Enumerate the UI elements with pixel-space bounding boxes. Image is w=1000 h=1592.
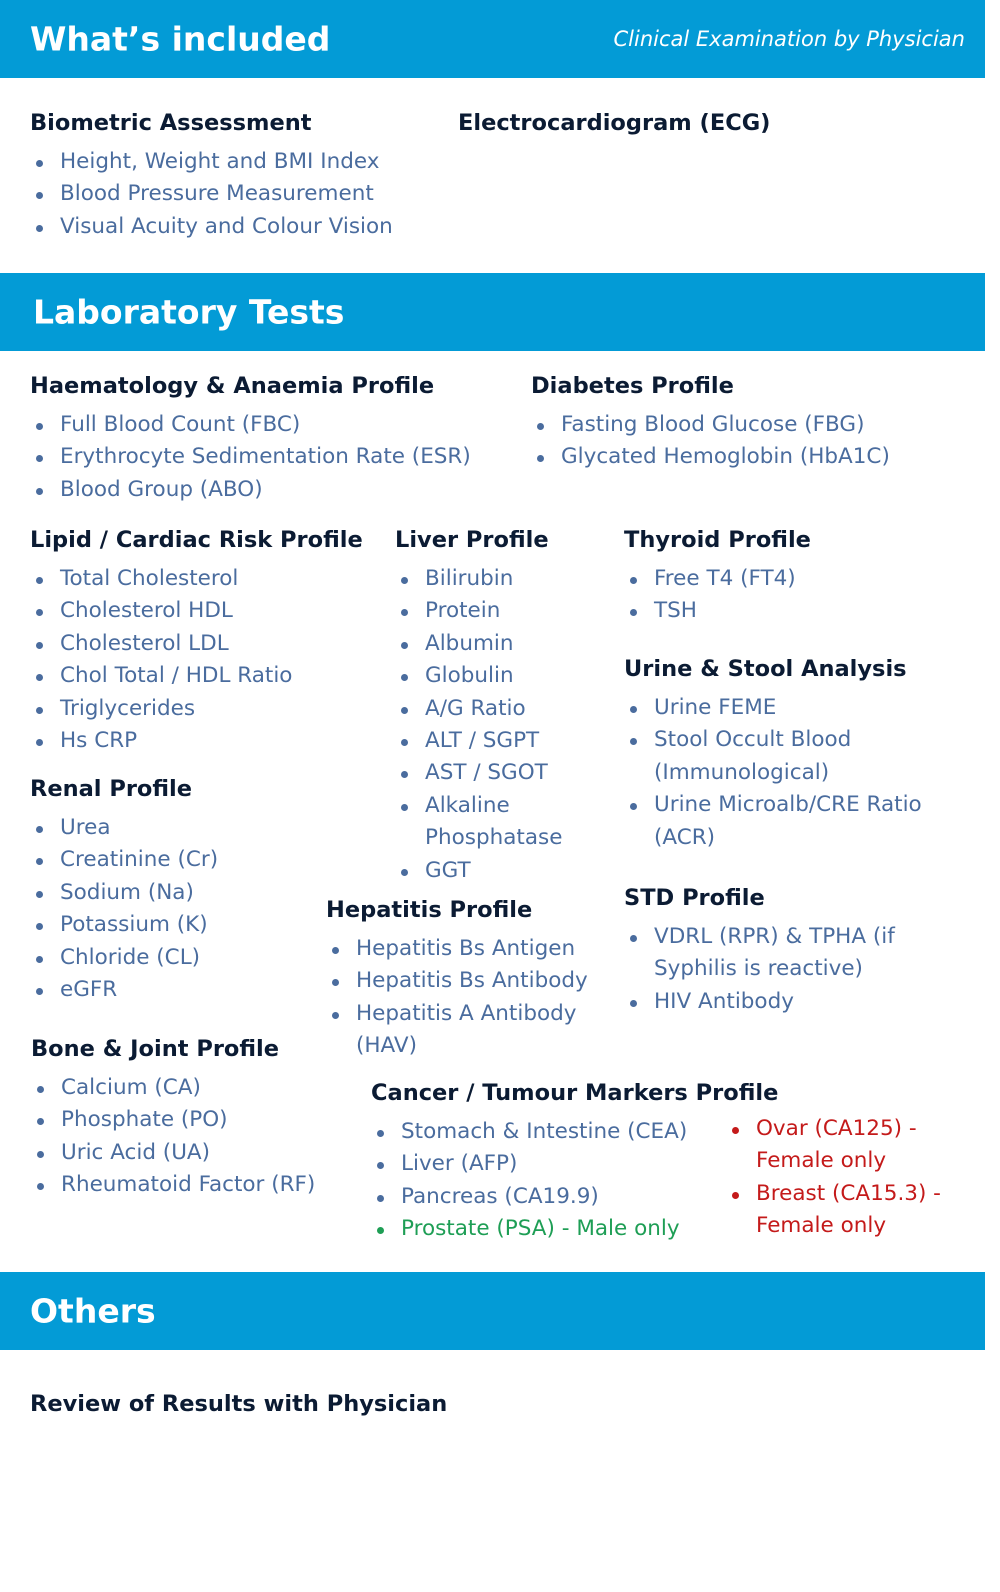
list-item: Urine Microalb/CRE Ratio (ACR) [624,789,964,854]
list-item: Stomach & Intestine (CEA) [371,1116,711,1148]
list-item: Chol Total / HDL Ratio [30,660,370,692]
review-section [30,1389,530,1419]
list-item: Fasting Blood Glucose (FBG) [531,409,951,441]
section-title: Hepatitis Profile [326,897,533,923]
list-item: Phosphate (PO) [31,1104,366,1136]
list-item: Liver (AFP) [371,1148,711,1180]
item-list [624,921,944,1018]
laboratory-band [0,273,985,351]
hepatitis-section [326,895,616,1063]
laboratory-title: Laboratory Tests [33,292,345,332]
list-item: Triglycerides [30,693,370,725]
list-item: Bilirubin [395,563,600,595]
list-item: Stool Occult Blood (Immunological) [624,724,964,789]
list-item: Visual Acuity and Colour Vision [30,211,430,243]
list-item: Full Blood Count (FBC) [30,409,510,441]
list-item: Pancreas (CA19.9) [371,1181,711,1213]
list-item: Potassium (K) [30,909,320,941]
std-section [624,883,944,1018]
section-title: Diabetes Profile [531,373,734,399]
page-subtitle: Clinical Examination by Physician [613,27,965,51]
list-item: ALT / SGPT [395,725,600,757]
item-list [30,812,320,1006]
others-title: Others [30,1291,156,1331]
section-title: Electrocardiogram (ECG) [458,110,771,136]
list-item: Cholesterol HDL [30,595,370,627]
list-item: Blood Group (ABO) [30,474,510,506]
list-item: Hepatitis Bs Antibody [326,965,616,997]
section-title: STD Profile [624,885,765,911]
item-list [30,409,510,506]
list-item: Globulin [395,660,600,692]
item-list [31,1072,366,1202]
haematology-section [30,371,510,506]
male-only-item: Prostate (PSA) - Male only [371,1213,711,1245]
list-item: Hepatitis A Antibody (HAV) [326,998,616,1063]
item-list [624,563,964,628]
item-list [30,563,370,757]
list-item: Protein [395,595,600,627]
review-title: Review of Results with Physician [30,1391,448,1417]
list-item: HIV Antibody [624,986,944,1018]
diabetes-section [531,371,951,474]
page-title: What’s included [30,19,331,59]
list-item: Urine FEME [624,692,964,724]
list-item: Rheumatoid Factor (RF) [31,1169,366,1201]
list-item: Uric Acid (UA) [31,1137,366,1169]
list-item: Total Cholesterol [30,563,370,595]
section-title: Bone & Joint Profile [31,1036,280,1062]
female-only-item: Breast (CA15.3) - Female only [726,1178,966,1243]
list-item: Erythrocyte Sedimentation Rate (ESR) [30,441,510,473]
section-title: Haematology & Anaemia Profile [30,373,435,399]
renal-section [30,774,320,1006]
bone-joint-section [31,1034,366,1202]
list-item: Chloride (CL) [30,942,320,974]
item-list [624,692,964,854]
lipid-section [30,525,370,757]
item-list [531,409,951,474]
list-item: Glycated Hemoglobin (HbA1C) [531,441,951,473]
liver-section [395,525,600,887]
list-item: GGT [395,855,600,887]
header-band [0,0,985,78]
list-item: Free T4 (FT4) [624,563,964,595]
urine-stool-section [624,654,964,854]
item-list [326,933,616,1063]
section-title: Liver Profile [395,527,549,553]
list-item: VDRL (RPR) & TPHA (if Syphilis is reactive) [624,921,944,986]
item-list [30,146,430,243]
section-title: Lipid / Cardiac Risk Profile [30,527,363,553]
section-title: Renal Profile [30,776,193,802]
list-item: AST / SGOT [395,757,600,789]
list-item: Hs CRP [30,725,370,757]
item-list [395,563,600,887]
item-list [371,1116,711,1246]
list-item: Cholesterol LDL [30,628,370,660]
female-markers-section [726,1113,966,1243]
ecg-section [458,108,778,138]
section-title: Cancer / Tumour Markers Profile [371,1080,779,1106]
biometric-section [30,108,430,243]
cancer-markers-section [371,1078,779,1246]
list-item: eGFR [30,974,320,1006]
list-item: Creatinine (Cr) [30,844,320,876]
list-item: Hepatitis Bs Antigen [326,933,616,965]
list-item: Sodium (Na) [30,877,320,909]
list-item: Albumin [395,628,600,660]
list-item: Blood Pressure Measurement [30,178,430,210]
list-item: Alkaline Phosphatase [395,790,600,855]
section-title: Thyroid Profile [624,527,811,553]
list-item: Calcium (CA) [31,1072,366,1104]
list-item: TSH [624,595,964,627]
others-band [0,1272,985,1350]
list-item: Urea [30,812,320,844]
list-item: A/G Ratio [395,693,600,725]
female-only-item: Ovar (CA125) - Female only [726,1113,966,1178]
item-list [726,1113,966,1243]
thyroid-section [624,525,964,628]
section-title: Urine & Stool Analysis [624,656,907,682]
list-item: Height, Weight and BMI Index [30,146,430,178]
section-title: Biometric Assessment [30,110,312,136]
